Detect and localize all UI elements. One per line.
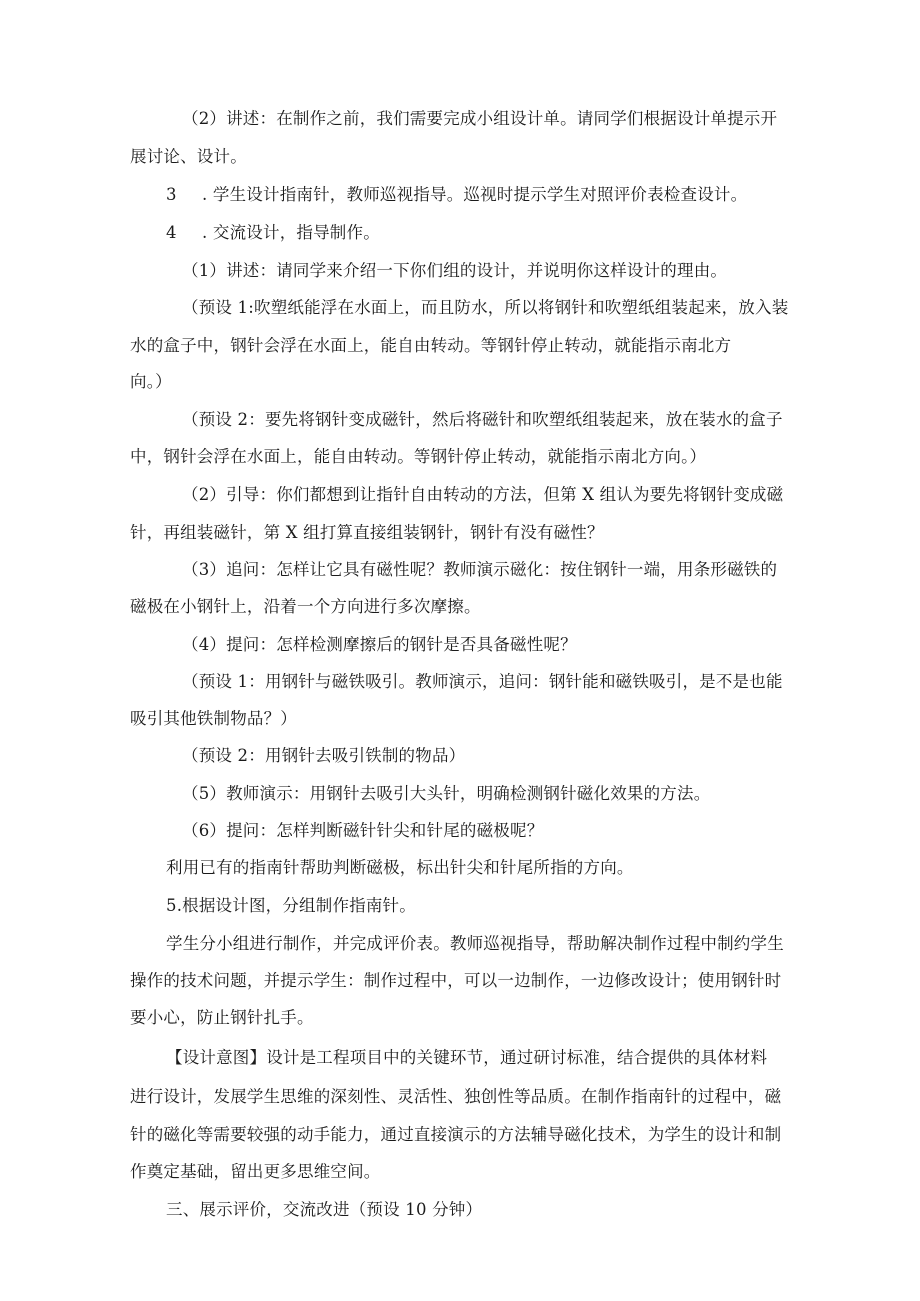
text-line: 展讨论、设计。 <box>130 147 247 166</box>
text-line: 磁极在小钢针上，沿着一个方向进行多次摩擦。 <box>130 597 481 616</box>
text-line: 利用已有的指南针帮助判断磁极，标出针尖和针尾所指的方向。 <box>166 858 634 877</box>
list-text: . 交流设计，指导制作。 <box>202 223 380 242</box>
text-line: （3）追问：怎样让它具有磁性呢？教师演示磁化：按住钢针一端，用条形磁铁的 <box>182 560 778 579</box>
text-line: 针的磁化等需要较强的动手能力，通过直接演示的方法辅导磁化技术，为学生的设计和制 <box>130 1125 782 1144</box>
text-line: 【设计意图】设计是工程项目中的关键环节，通过研讨标准，结合提供的具体材料 <box>166 1048 768 1067</box>
text-line: 要小心，防止钢针扎手。 <box>130 1008 314 1027</box>
text-line: 针，再组装磁针，第 X 组打算直接组装钢针，钢针有没有磁性？ <box>130 523 604 542</box>
text-line: 学生分小组进行制作，并完成评价表。教师巡视指导，帮助解决制作过程中制约学生 <box>166 934 784 953</box>
text-line: （预设 1:吹塑纸能浮在水面上，而且防水，所以将钢针和吹塑纸组装起来，放入装 <box>182 298 789 317</box>
text-line: 向。） <box>130 372 172 391</box>
text-line: （2）讲述：在制作之前，我们需要完成小组设计单。请同学们根据设计单提示开 <box>182 109 778 128</box>
list-number: 4 <box>166 223 177 242</box>
text-line: 水的盒子中，钢针会浮在水面上，能自由转动。等钢针停止转动，就能指示南北方 <box>130 336 732 355</box>
text-line: 5.根据设计图，分组制作指南针。 <box>166 896 416 915</box>
text-line: （6）提问：怎样判断磁针针尖和针尾的磁极呢？ <box>182 821 544 840</box>
text-line: 操作的技术问题，并提示学生：制作过程中，可以一边制作，一边修改设计；使用钢针时 <box>130 971 782 990</box>
text-line: 作奠定基础，留出更多思维空间。 <box>130 1162 381 1181</box>
section-heading: 三、展示评价，交流改进（预设 10 分钟） <box>166 1200 483 1219</box>
text-line: （1）讲述：请同学来介绍一下你们组的设计，并说明你这样设计的理由。 <box>182 261 728 280</box>
text-line: 进行设计，发展学生思维的深刻性、灵活性、独创性等品质。在制作指南针的过程中，磁 <box>130 1087 782 1106</box>
numbered-line <box>166 214 380 251</box>
text-line: （4）提问：怎样检测摩擦后的钢针是否具备磁性呢？ <box>182 635 577 654</box>
text-line: （预设 2：用钢针去吸引铁制的物品） <box>182 746 466 765</box>
text-line: （2）引导：你们都想到让指针自由转动的方法，但第 X 组认为要先将钢针变成磁 <box>182 485 784 504</box>
list-number: 3 <box>166 185 177 204</box>
text-line: （预设 2：要先将钢针变成磁针，然后将磁针和吹塑纸组装起来，放在装水的盒子 <box>182 410 783 429</box>
text-line: 中，钢针会浮在水面上，能自由转动。等钢针停止转动，就能指示南北方向。） <box>130 447 707 466</box>
numbered-line <box>166 176 747 213</box>
text-line: （5）教师演示：用钢针去吸引大头针，明确检测钢针磁化效果的方法。 <box>182 784 711 803</box>
text-line: （预设 1：用钢针与磁铁吸引。教师演示，追问：钢针能和磁铁吸引，是不是也能 <box>182 672 783 691</box>
text-line: 吸引其他铁制物品？） <box>130 709 297 728</box>
list-text: . 学生设计指南针，教师巡视指导。巡视时提示学生对照评价表检查设计。 <box>202 185 748 204</box>
